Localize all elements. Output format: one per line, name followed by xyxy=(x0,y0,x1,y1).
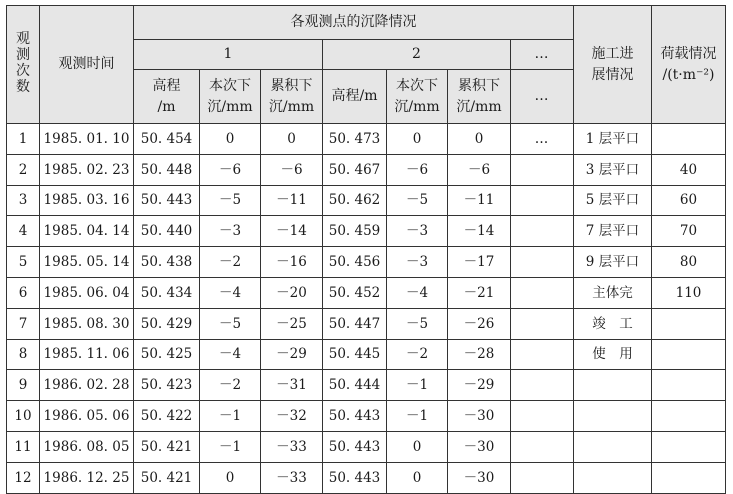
cum-settle-1: －14 xyxy=(261,216,323,247)
obs-date: 1985. 08. 30 xyxy=(40,308,134,339)
this-settle-1: －5 xyxy=(200,308,261,339)
table-row xyxy=(7,431,726,462)
this-settle-1: －5 xyxy=(200,185,261,216)
this-settle-1: －4 xyxy=(200,339,261,370)
cum-settle-2: －14 xyxy=(448,216,511,247)
obs-date: 1986. 02. 28 xyxy=(40,370,134,401)
load-cell xyxy=(652,339,726,370)
table-row xyxy=(7,370,726,401)
this-settle-2: 0 xyxy=(387,124,448,155)
progress-cell: 5 层平口 xyxy=(574,185,652,216)
elevation-1: 50. 422 xyxy=(134,401,200,432)
header-elevation-1: 高程 /m xyxy=(134,70,200,124)
table-row xyxy=(7,277,726,308)
this-settle-2: －5 xyxy=(387,185,448,216)
header-elevation-2: 高程/m xyxy=(323,70,387,124)
row-number: 7 xyxy=(7,308,40,339)
elevation-1: 50. 423 xyxy=(134,370,200,401)
this-settle-1: －2 xyxy=(200,247,261,278)
this-settle-2: 0 xyxy=(387,431,448,462)
elevation-2: 50. 445 xyxy=(323,339,387,370)
obs-date: 1986. 12. 25 xyxy=(40,462,134,493)
settlement-table-container xyxy=(6,5,726,494)
elevation-2: 50. 444 xyxy=(323,370,387,401)
cum-settle-1: －29 xyxy=(261,339,323,370)
header-this-settle-1: 本次下 沉/mm xyxy=(200,70,261,124)
row-number: 2 xyxy=(7,154,40,185)
cum-settle-1: －11 xyxy=(261,185,323,216)
table-row xyxy=(7,124,726,155)
more-cell xyxy=(511,185,574,216)
load-cell: 60 xyxy=(652,185,726,216)
this-settle-1: －6 xyxy=(200,154,261,185)
row-number: 8 xyxy=(7,339,40,370)
row-number: 6 xyxy=(7,277,40,308)
cum-settle-1: －6 xyxy=(261,154,323,185)
cum-settle-1: －32 xyxy=(261,401,323,432)
elevation-1: 50. 421 xyxy=(134,462,200,493)
elevation-1: 50. 429 xyxy=(134,308,200,339)
more-cell xyxy=(511,216,574,247)
row-number: 11 xyxy=(7,431,40,462)
this-settle-1: －3 xyxy=(200,216,261,247)
load-cell: 80 xyxy=(652,247,726,278)
cum-settle-1: －20 xyxy=(261,277,323,308)
obs-date: 1985. 03. 16 xyxy=(40,185,134,216)
progress-cell xyxy=(574,462,652,493)
more-cell xyxy=(511,308,574,339)
progress-cell: 3 层平口 xyxy=(574,154,652,185)
load-cell xyxy=(652,124,726,155)
header-progress: 施工进 展情况 xyxy=(574,6,652,124)
cum-settle-1: －31 xyxy=(261,370,323,401)
settlement-table xyxy=(6,5,726,494)
cum-settle-2: 0 xyxy=(448,124,511,155)
row-number: 12 xyxy=(7,462,40,493)
progress-cell: 1 层平口 xyxy=(574,124,652,155)
table-body xyxy=(7,124,726,494)
load-cell xyxy=(652,308,726,339)
elevation-2: 50. 456 xyxy=(323,247,387,278)
cum-settle-2: －30 xyxy=(448,431,511,462)
this-settle-2: －6 xyxy=(387,154,448,185)
header-cum-settle-1: 累积下 沉/mm xyxy=(261,70,323,124)
elevation-2: 50. 467 xyxy=(323,154,387,185)
header-point-more: … xyxy=(511,40,574,70)
elevation-1: 50. 454 xyxy=(134,124,200,155)
this-settle-2: －1 xyxy=(387,401,448,432)
load-cell: 70 xyxy=(652,216,726,247)
row-number: 10 xyxy=(7,401,40,432)
this-settle-2: 0 xyxy=(387,462,448,493)
cum-settle-2: －21 xyxy=(448,277,511,308)
this-settle-2: －5 xyxy=(387,308,448,339)
elevation-2: 50. 459 xyxy=(323,216,387,247)
table-row xyxy=(7,154,726,185)
elevation-2: 50. 443 xyxy=(323,462,387,493)
elevation-1: 50. 438 xyxy=(134,247,200,278)
more-cell xyxy=(511,277,574,308)
load-cell xyxy=(652,370,726,401)
this-settle-1: －4 xyxy=(200,277,261,308)
elevation-1: 50. 448 xyxy=(134,154,200,185)
load-cell xyxy=(652,462,726,493)
cum-settle-1: 0 xyxy=(261,124,323,155)
table-row xyxy=(7,185,726,216)
progress-cell: 使 用 xyxy=(574,339,652,370)
this-settle-1: 0 xyxy=(200,124,261,155)
cum-settle-1: －33 xyxy=(261,431,323,462)
cum-settle-1: －33 xyxy=(261,462,323,493)
load-cell: 110 xyxy=(652,277,726,308)
table-row xyxy=(7,308,726,339)
more-cell xyxy=(511,462,574,493)
this-settle-1: 0 xyxy=(200,462,261,493)
obs-date: 1986. 05. 06 xyxy=(40,401,134,432)
elevation-2: 50. 447 xyxy=(323,308,387,339)
row-number: 3 xyxy=(7,185,40,216)
this-settle-2: －1 xyxy=(387,370,448,401)
load-cell: 40 xyxy=(652,154,726,185)
cum-settle-2: －26 xyxy=(448,308,511,339)
more-cell xyxy=(511,431,574,462)
obs-date: 1985. 01. 10 xyxy=(40,124,134,155)
row-number: 1 xyxy=(7,124,40,155)
obs-date: 1985. 04. 14 xyxy=(40,216,134,247)
cum-settle-2: －11 xyxy=(448,185,511,216)
header-point-2: 2 xyxy=(323,40,511,70)
this-settle-2: －3 xyxy=(387,247,448,278)
obs-date: 1985. 06. 04 xyxy=(40,277,134,308)
progress-cell: 竣 工 xyxy=(574,308,652,339)
progress-cell xyxy=(574,401,652,432)
load-cell xyxy=(652,401,726,432)
elevation-1: 50. 425 xyxy=(134,339,200,370)
elevation-2: 50. 443 xyxy=(323,401,387,432)
obs-date: 1985. 02. 23 xyxy=(40,154,134,185)
progress-cell: 主体完 xyxy=(574,277,652,308)
row-number: 4 xyxy=(7,216,40,247)
obs-date: 1986. 08. 05 xyxy=(40,431,134,462)
more-cell xyxy=(511,154,574,185)
table-row xyxy=(7,216,726,247)
cum-settle-1: －25 xyxy=(261,308,323,339)
elevation-1: 50. 434 xyxy=(134,277,200,308)
elevation-2: 50. 462 xyxy=(323,185,387,216)
progress-cell: 9 层平口 xyxy=(574,247,652,278)
cum-settle-1: －16 xyxy=(261,247,323,278)
header-obs-count: 观测次数 xyxy=(7,6,40,124)
obs-date: 1985. 05. 14 xyxy=(40,247,134,278)
progress-cell xyxy=(574,431,652,462)
elevation-2: 50. 452 xyxy=(323,277,387,308)
elevation-1: 50. 440 xyxy=(134,216,200,247)
progress-cell: 7 层平口 xyxy=(574,216,652,247)
load-cell xyxy=(652,431,726,462)
header-points-group: 各观测点的沉降情况 xyxy=(134,6,574,40)
elevation-2: 50. 443 xyxy=(323,431,387,462)
obs-date: 1985. 11. 06 xyxy=(40,339,134,370)
row-number: 5 xyxy=(7,247,40,278)
cum-settle-2: －29 xyxy=(448,370,511,401)
more-cell: … xyxy=(511,124,574,155)
row-number: 9 xyxy=(7,370,40,401)
table-row xyxy=(7,339,726,370)
header-load: 荷载情况 /(t·m⁻²) xyxy=(652,6,726,124)
cum-settle-2: －28 xyxy=(448,339,511,370)
cum-settle-2: －30 xyxy=(448,462,511,493)
header-more: … xyxy=(511,70,574,124)
this-settle-1: －2 xyxy=(200,370,261,401)
this-settle-2: －3 xyxy=(387,216,448,247)
elevation-2: 50. 473 xyxy=(323,124,387,155)
this-settle-1: －1 xyxy=(200,431,261,462)
header-point-1: 1 xyxy=(134,40,323,70)
table-header xyxy=(7,6,726,124)
cum-settle-2: －17 xyxy=(448,247,511,278)
this-settle-2: －2 xyxy=(387,339,448,370)
header-cum-settle-2: 累积下 沉/mm xyxy=(448,70,511,124)
this-settle-2: －4 xyxy=(387,277,448,308)
elevation-1: 50. 421 xyxy=(134,431,200,462)
table-row xyxy=(7,247,726,278)
cum-settle-2: －6 xyxy=(448,154,511,185)
header-obs-time: 观测时间 xyxy=(40,6,134,124)
progress-cell xyxy=(574,370,652,401)
elevation-1: 50. 443 xyxy=(134,185,200,216)
cum-settle-2: －30 xyxy=(448,401,511,432)
table-row xyxy=(7,401,726,432)
more-cell xyxy=(511,339,574,370)
more-cell xyxy=(511,370,574,401)
header-this-settle-2: 本次下 沉/mm xyxy=(387,70,448,124)
table-row xyxy=(7,462,726,493)
more-cell xyxy=(511,247,574,278)
this-settle-1: －1 xyxy=(200,401,261,432)
more-cell xyxy=(511,401,574,432)
